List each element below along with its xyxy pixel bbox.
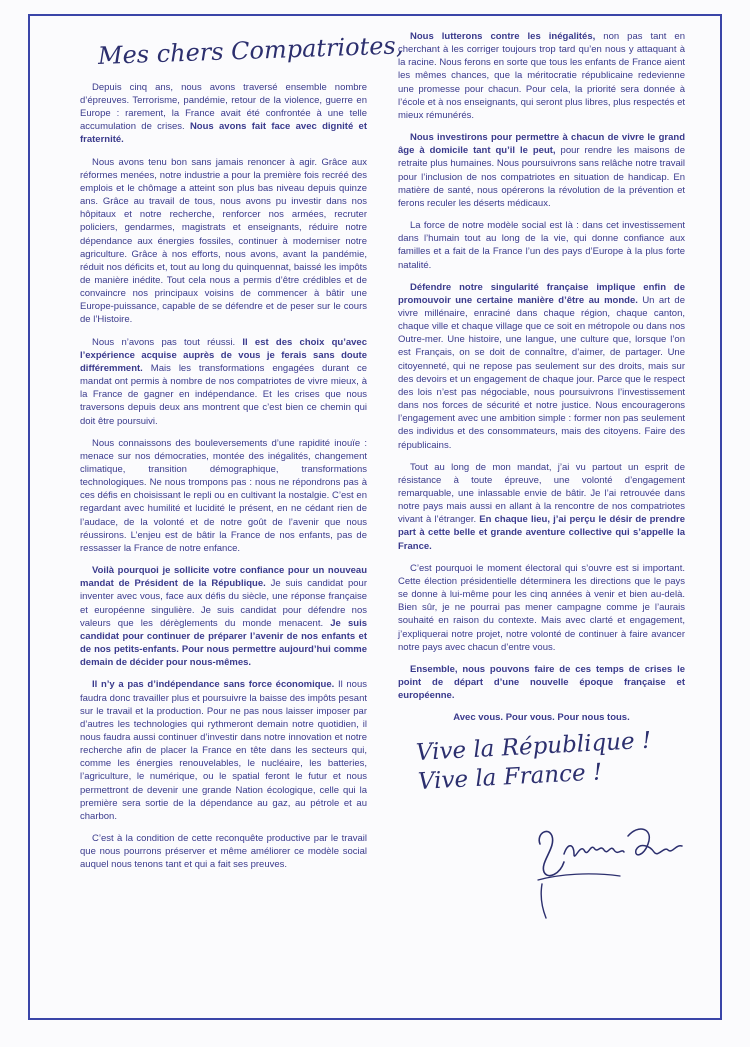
text-run: non pas tant en cherchant à les corriger toujours trop tard qu’en nous y attaquant à la racine. Nous ferons en sorte que tous les enfants de France aient les mêmes chances, que la méritocratie républicaine redevienne une promesse pour chacun. Pour cela, la priorité sera donnée à l’école et à nos enseignants, qui seront plus libres, plus respectés et mieux rémunérés. [398,31,685,121]
text-run: Depuis cinq ans, nous avons traversé ensemble nombre d’épreuves. Terrorisme, pandémie, retour de la violence, guerre en Europe : rarement, la France avait été confrontée à une telle accumulation de crises. [80,81,367,133]
bold-text-run: Je suis candidat pour continuer de préparer l’avenir de nos enfants et de nos petits-enfants. Pour nous permettre aujourd’hui comme demain de décider pour nous-mêmes. [80,617,367,669]
bold-text-run: Défendre notre singularité française implique enfin de promouvoir une certaine manière d’être au monde. [398,281,685,306]
paragraph [398,663,685,702]
paragraph [398,30,685,122]
text-run: Il nous faudra donc travailler plus et poursuivre la baisse des impôts pesant sur le travail et la production. Pour ne pas nous laisser imposer par d’autres les technologies qui rythmeront demain notre quotidien, il nous faudra aussi continuer d’investir dans notre innovation et notre recherche afin de placer la France en tête dans les secteurs qui, comme les énergies renouvelables, le nucléaire, les batteries, l’agriculture, le numérique, ou le spatial feront le futur et nous permettront de devenir une grande Nation écologique, celle qui la première sera sortie de la dépendance au gaz, au pétrole et au charbon. [80,679,367,822]
bold-text-run: Nous avons fait face avec dignité et fraternité. [80,121,367,146]
text-run: Nous avons tenu bon sans jamais renoncer à agir. Grâce aux réformes menées, notre industrie a pour la première fois recréé des emplois et le chômage a atteint son plus bas niveau depuis quinze ans. Grâce au travail de tous, nous avons pu investir dans nos hôpitaux et notre recherche, renforcer nos armées, recruter policiers, gendarmes, magistrats et enseignants, réduire notre dépendance aux énergies fossiles, continuer à moderniser notre agriculture. Grâce à nos efforts, nous avons, avant la pandémie, réduit nos déficits et, tout au long du quinquennat, baissé les impôts de manière inédite. Tout cela nous a permis d’être crédibles et de convaincre nos principaux voisins de commencer à bâtir une Europe-puissance, capable de se défendre et de peser sur le cours de l’Histoire. [80,156,367,326]
handwritten-line-2: Vive la France ! [417,759,603,796]
bold-text-run: Voilà pourquoi je sollicite votre confiance pour un nouveau mandat de Président de la République. [80,565,367,590]
paragraph [398,281,685,452]
paragraph [398,461,685,553]
handwritten-closing [415,727,685,799]
right-paragraphs [398,30,685,702]
paragraph [80,564,367,669]
text-run: La force de notre modèle social est là : dans cet investissement dans l’humain tout au long de la vie, qui donne confiance aux familles et a fait de la France l’un des pays d’Europe à la plus forte natalité. [398,220,685,271]
paragraph [398,219,685,272]
handwritten-salutation: Mes chers Compatriotes, [97,31,404,70]
paragraph [80,336,367,428]
left-paragraphs [80,81,367,872]
text-run: Tout au long de mon mandat, j’ai vu partout un esprit de résistance à toute épreuve, une volonté d’engagement remarquable, une inlassable envie de bâtir. Je l’ai retrouvée dans notre pays mais aussi en allant à la rencontre de nos compatriotes vivant à l’étranger. [398,461,685,526]
closing-line: Avec vous. Pour vous. Pour nous tous. [453,712,630,724]
bold-text-run: Il est des choix qu’avec l’expérience acquise auprès de vous je ferais sans doute différemment. [80,336,367,374]
text-run: Nous n’avons pas tout réussi. [92,336,243,348]
paragraph [80,832,367,871]
handwritten-line-1: Vive la République ! [415,727,652,766]
text-run: pour rendre les maisons de retraite plus humaines. Nous poursuivrons sans relâche notre travail pour l’inclusion de nos compatriotes en situation de handicap. En matière de santé, nous opérerons la révolution de la prévention et ferons reculer les déserts médicaux. [398,145,685,209]
paragraph [398,131,685,210]
bold-text-run: Ensemble, nous pouvons faire de ces temps de crises le point de départ d’une nouvelle époque française et européenne. [398,663,685,702]
paragraph [398,562,685,654]
paragraph [80,156,367,327]
text-run: Nous connaissons des bouleversements d’une rapidité inouïe : menace sur nos démocraties, montée des inégalités, changement climatique, transition démographique, transformations technologiques. Ne nous trompons pas : nous ne répondrons pas à ces défis en choisissant le repli ou en cultivant la nostalgie. C’est en regardant avec humilité et lucidité le présent, en ne cédant rien de l’audace, de la volonté et de notre goût de l’avenir que nous réussirons. L’enjeu est de bâtir la France de nos enfants, pas de ressasser la France de notre enfance. [80,437,367,554]
bold-text-run: Il n’y a pas d’indépendance sans force économique. [92,679,335,691]
bold-text-run: Nous lutterons contre les inégalités, [410,31,596,42]
left-column [80,30,404,881]
text-run: C’est pourquoi le moment électoral qui s’ouvre est si important. Cette élection présidentielle déterminera les directions que le pays se donne à lui-même pour les cinq années à venir et bien au-delà. Bien sûr, je ne pourrai pas mener campagne comme je l’aurais souhaité en raison du contexte. Mais avec clarté et engagement, j’expliquerai notre projet, notre volonté de continuer à faire avancer notre pays avec chacun d’entre vous. [398,562,685,653]
text-run: C’est à la condition de cette reconquête productive par le travail que nous pourrons préserver et même améliorer ce modèle social auquel nous tenons tant et qui a fait ses preuves. [80,833,367,871]
text-run: Je suis candidat pour inventer avec vous, face aux défis du siècle, une réponse française et européenne singulière. Je suis candidat pour défendre nos valeurs que les dérèglements du monde menacent. [80,578,368,629]
bold-text-run: Nous investirons pour permettre à chacun de vivre le grand âge à domicile tant qu’il le peut, [398,132,685,157]
paragraph [80,81,367,147]
right-column [398,30,685,924]
text-run: Mais les transformations engagées durant ce mandat ont permis à nombre de nos compatriotes de vivre mieux, à la France de gagner en indépendance. Et les crises que nous traversons depuis deux ans montrent que c’est bien ce chemin qui doit être poursuivi. [80,362,367,427]
signature [530,814,690,924]
text-run: Un art de vivre millénaire, enraciné dans chaque région, chaque canton, chaque ville et chaque village que ce soit en métropole ou dans nos Outre-mer. Une histoire, une langue, une culture que, lorsque l’on est Français, on se doit de connaître, d’aimer, de partager. Une citoyenneté, qui ne repose pas seulement sur des droits, mais sur des devoirs et un engagement de chaque jour. Parce que le respect des lois n’est pas négociable, nous poursuivrons l’investissement dans nos forces de sécurité et notre justice. Nous encouragerons l’engagement avec une ambition simple : former non pas seulement des individus et des consommateurs, mais des citoyens. Faire des républicains. [398,294,685,451]
bold-text-run: En chaque lieu, j’ai perçu le désir de prendre part à cette belle et grande aventure collective qui s’appelle la France. [398,514,685,552]
paragraph [80,437,367,555]
paragraph [80,678,367,823]
